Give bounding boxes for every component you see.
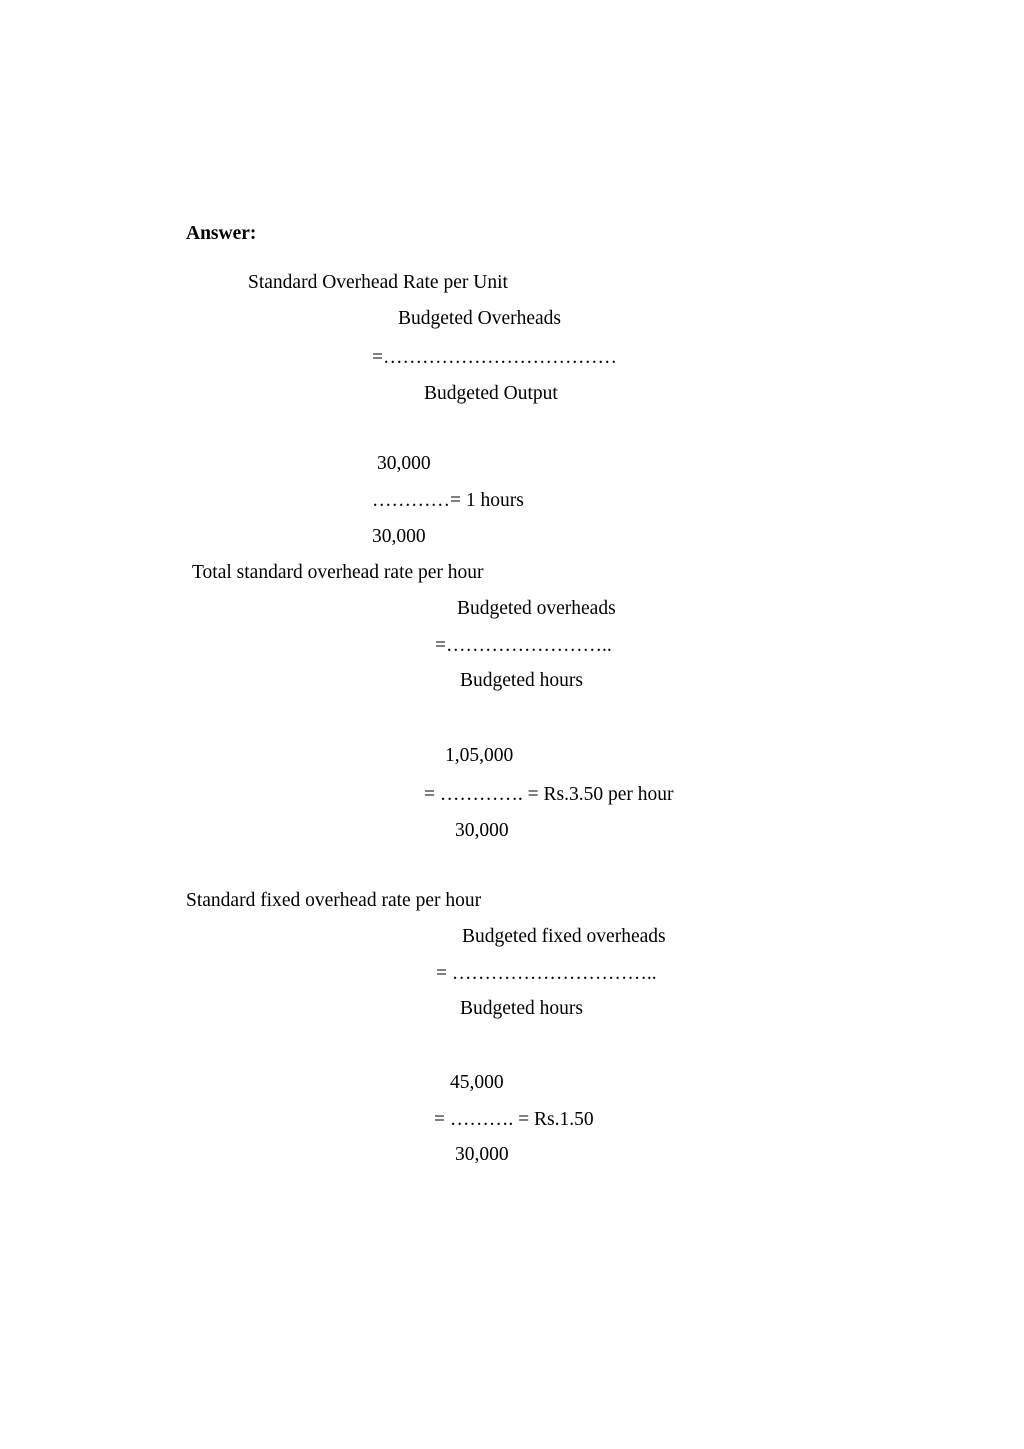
unit-rate-calc-numerator: 30,000 [377, 453, 431, 474]
total-rate-numerator: Budgeted overheads [457, 598, 616, 619]
unit-rate-denominator: Budgeted Output [424, 383, 558, 404]
fixed-rate-denominator: Budgeted hours [460, 998, 583, 1019]
fixed-rate-title: Standard fixed overhead rate per hour [186, 890, 482, 911]
total-rate-calc-numerator: 1,05,000 [445, 745, 514, 766]
unit-rate-title: Standard Overhead Rate per Unit [248, 272, 508, 293]
fixed-rate-numerator: Budgeted fixed overheads [462, 926, 666, 947]
fixed-rate-calc-bar: = ………. = Rs.1.50 [434, 1109, 594, 1130]
fixed-rate-calc-numerator: 45,000 [450, 1072, 504, 1093]
total-rate-calc-denominator: 30,000 [455, 820, 509, 841]
total-rate-calc-bar: = …………. = Rs.3.50 per hour [424, 784, 674, 805]
unit-rate-calc-bar: …………= 1 hours [372, 490, 524, 511]
total-rate-title: Total standard overhead rate per hour [192, 562, 484, 583]
fixed-rate-fraction-bar: = ………………………….. [436, 963, 657, 984]
answer-heading: Answer: [186, 223, 257, 244]
fixed-rate-calc-denominator: 30,000 [455, 1144, 509, 1165]
total-rate-denominator: Budgeted hours [460, 670, 583, 691]
unit-rate-numerator: Budgeted Overheads [398, 308, 561, 329]
total-rate-fraction-bar: =…………………….. [435, 635, 612, 656]
unit-rate-fraction-bar: =……………………………… [372, 347, 617, 368]
unit-rate-calc-denominator: 30,000 [372, 526, 426, 547]
